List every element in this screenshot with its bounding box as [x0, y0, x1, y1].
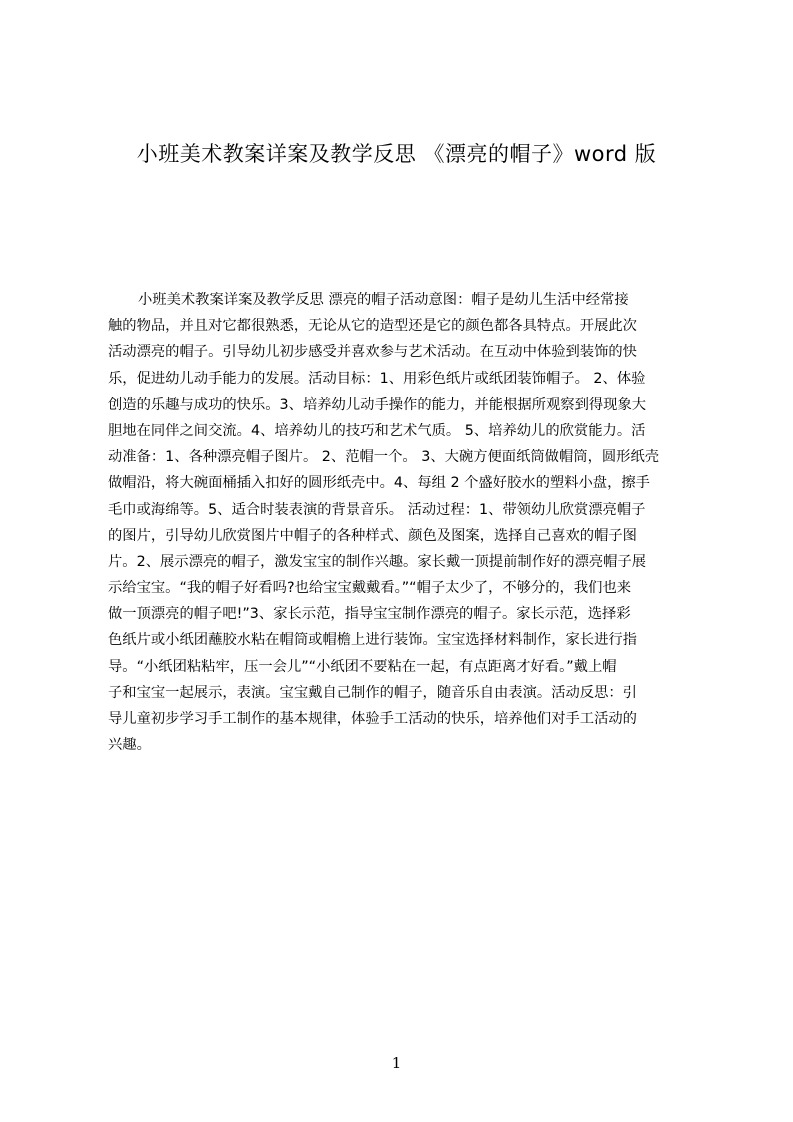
- body-line: 示给宝宝。“我的帽子好看吗?也给宝宝戴戴看。”“帽子太少了，不够分的，我们也来: [108, 580, 632, 597]
- body-line: 的图片，引导幼儿欣赏图片中帽子的各种样式、颜色及图案，选择自己喜欢的帽子图: [108, 527, 637, 544]
- body-line: 触的物品，并且对它都很熟悉，无论从它的造型还是它的颜色都各具特点。开展此次: [108, 318, 637, 335]
- body-line: 片。2、展示漂亮的帽子，激发宝宝的制作兴趣。家长戴一顶提前制作好的漂亮帽子展: [108, 553, 647, 570]
- document-title: 小班美术教案详案及教学反思 《漂亮的帽子》word 版: [136, 142, 657, 166]
- body-line: 乐，促进幼儿动手能力的发展。活动目标：1、用彩色纸片或纸团装饰帽子。 2、体验: [108, 370, 646, 387]
- body-line: 创造的乐趣与成功的快乐。3、培养幼儿动手操作的能力，并能根据所观察到得现象大: [108, 396, 647, 413]
- body-line: 毛巾或海绵等。5、适合时装表演的背景音乐。 活动过程：1、带领幼儿欣赏漂亮帽子: [108, 501, 646, 518]
- body-line: 子和宝宝一起展示，表演。宝宝戴自己制作的帽子，随音乐自由表演。活动反思：引: [108, 684, 637, 701]
- document-body: [108, 287, 698, 758]
- body-line: 小班美术教案详案及教学反思 漂亮的帽子活动意图：帽子是幼儿生活中经常接: [138, 292, 629, 308]
- body-line: 导。“小纸团粘粘牢，压一会儿”“小纸团不要粘在一起，有点距离才好看。”戴上帽: [108, 658, 617, 675]
- body-line: 做一顶漂亮的帽子吧!”3、家长示范，指导宝宝制作漂亮的帽子。家长示范，选择彩: [108, 606, 631, 623]
- body-line: 导儿童初步学习手工制作的基本规律，体验手工活动的快乐，培养他们对手工活动的: [108, 711, 637, 727]
- body-line: 胆地在同伴之间交流。4、培养幼儿的技巧和艺术气质。 5、培养幼儿的欣赏能力。活: [108, 422, 646, 439]
- body-line: 活动漂亮的帽子。引导幼儿初步感受并喜欢参与艺术活动。在互动中体验到装饰的快: [108, 344, 637, 361]
- body-line: 兴趣。: [108, 737, 151, 754]
- body-line: 做帽沿，将大碗面桶插入扣好的圆形纸壳中。4、每组 2 个盛好胶水的塑料小盘，擦手: [108, 475, 650, 492]
- page-number: 1: [391, 1054, 402, 1072]
- body-line: 色纸片或小纸团蘸胶水粘在帽筒或帽檐上进行装饰。宝宝选择材料制作，家长进行指: [108, 632, 637, 649]
- body-line: 动准备：1、各种漂亮帽子图片。 2、范帽一个。 3、大碗方便面纸筒做帽筒，圆形纸壳: [108, 449, 660, 466]
